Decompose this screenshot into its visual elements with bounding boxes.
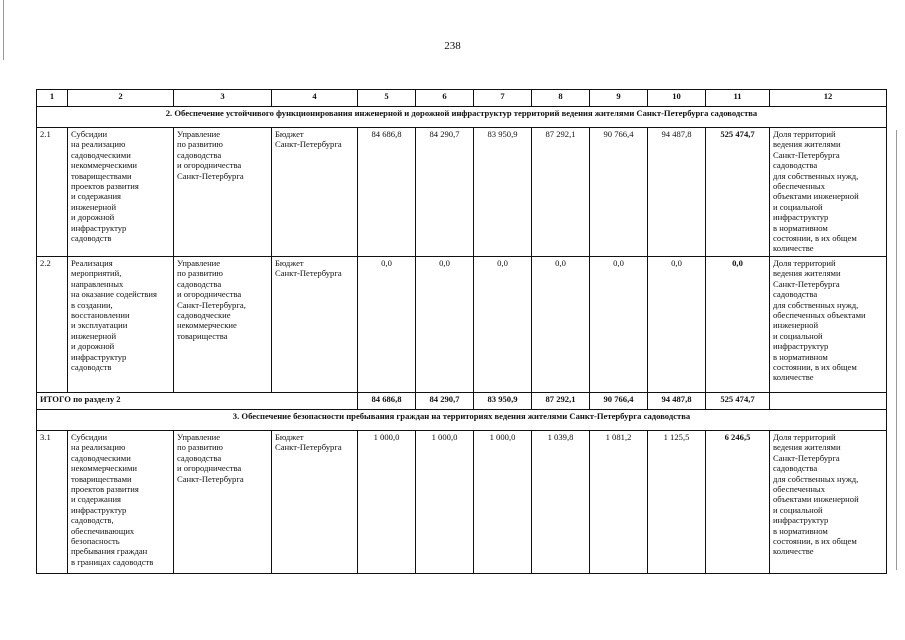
value-col10: 94 487,8 [648,128,706,257]
value-col5: 84 686,8 [358,128,416,257]
value-total: 525 474,7 [706,128,770,257]
total-col11: 525 474,7 [706,393,770,410]
value-col8: 1 039,8 [532,431,590,574]
column-number: 10 [648,90,706,107]
table-row [37,128,887,257]
table-row [37,431,887,574]
value-col6: 1 000,0 [416,431,474,574]
funding-source: Бюджет Санкт-Петербурга [272,128,358,257]
row-number: 2.2 [37,257,68,393]
column-number: 2 [68,90,174,107]
section-3-title: 3. Обеспечение безопасности пребывания граждан на территориях ведения жителями Санкт-Петербурга садоводства [37,410,887,431]
total-col8: 87 292,1 [532,393,590,410]
value-col9: 1 081,2 [590,431,648,574]
value-col8: 87 292,1 [532,128,590,257]
row-number: 2.1 [37,128,68,257]
total-col7: 83 950,9 [474,393,532,410]
total-col10: 94 487,8 [648,393,706,410]
funding-source: Бюджет Санкт-Петербурга [272,257,358,393]
indicator: Доля территорий ведения жителями Санкт-Петербурга садоводства для собственных нужд, обеспеченных объектами инженерной и социальной инфраструктур в нормативном состоянии, в их общем количестве [770,128,887,257]
scan-edge-line [3,0,4,60]
value-total: 0,0 [706,257,770,393]
section-2-row [37,107,887,128]
value-col6: 84 290,7 [416,128,474,257]
value-col5: 1 000,0 [358,431,416,574]
value-col7: 0,0 [474,257,532,393]
column-number: 12 [770,90,887,107]
activity-name: Реализация мероприятий, направленных на оказание содействия в создании, восстановлении и эксплуатации инженерной и дорожной инфраструктур садоводств [68,257,174,393]
value-col10: 0,0 [648,257,706,393]
total-col6: 84 290,7 [416,393,474,410]
activity-name: Субсидии на реализацию садоводческими некоммерческими товариществами проектов развития и содержания инженерной и дорожной инфраструктур садоводств [68,128,174,257]
column-number: 9 [590,90,648,107]
section-2-title: 2. Обеспечение устойчивого функционирования инженерной и дорожной инфраструктур территорий ведения жителями Санкт-Петербурга садоводства [37,107,887,128]
page-number: 238 [444,40,461,52]
funding-source: Бюджет Санкт-Петербурга [272,431,358,574]
activity-name: Субсидии на реализацию садоводческими некоммерческими товариществами проектов развития и содержания инфраструктур садоводств, обеспечивающих безопасность пребывания граждан в границах садоводств [68,431,174,574]
column-number: 6 [416,90,474,107]
section-3-row [37,410,887,431]
column-number: 1 [37,90,68,107]
column-number-row [37,90,887,107]
row-number: 3.1 [37,431,68,574]
indicator: Доля территорий ведения жителями Санкт-Петербурга садоводства для собственных нужд, обеспеченных объектами инженерной и социальной инфраструктур в нормативном состоянии, в их общем количестве [770,257,887,393]
indicator: Доля территорий ведения жителями Санкт-Петербурга садоводства для собственных нужд, обеспеченных объектами инженерной и социальной инфраструктур в нормативном состоянии, в их общем количестве [770,431,887,574]
value-col7: 83 950,9 [474,128,532,257]
executor: Управление по развитию садоводства и огородничества Санкт-Петербурга [174,128,272,257]
column-number: 4 [272,90,358,107]
column-number: 7 [474,90,532,107]
executor: Управление по развитию садоводства и огородничества Санкт-Петербурга, садоводческие некоммерческие товарищества [174,257,272,393]
total-empty-cell [770,393,887,410]
total-col5: 84 686,8 [358,393,416,410]
value-col5: 0,0 [358,257,416,393]
total-label: ИТОГО по разделу 2 [37,393,358,410]
budget-table [36,89,887,574]
total-col9: 90 766,4 [590,393,648,410]
executor: Управление по развитию садоводства и огородничества Санкт-Петербурга [174,431,272,574]
column-number: 8 [532,90,590,107]
value-col6: 0,0 [416,257,474,393]
table-row [37,257,887,393]
section-2-total-row [37,393,887,410]
value-col8: 0,0 [532,257,590,393]
value-total: 6 246,5 [706,431,770,574]
value-col7: 1 000,0 [474,431,532,574]
column-number: 11 [706,90,770,107]
column-number: 5 [358,90,416,107]
scan-edge-line [896,130,897,570]
value-col9: 90 766,4 [590,128,648,257]
value-col10: 1 125,5 [648,431,706,574]
column-number: 3 [174,90,272,107]
value-col9: 0,0 [590,257,648,393]
